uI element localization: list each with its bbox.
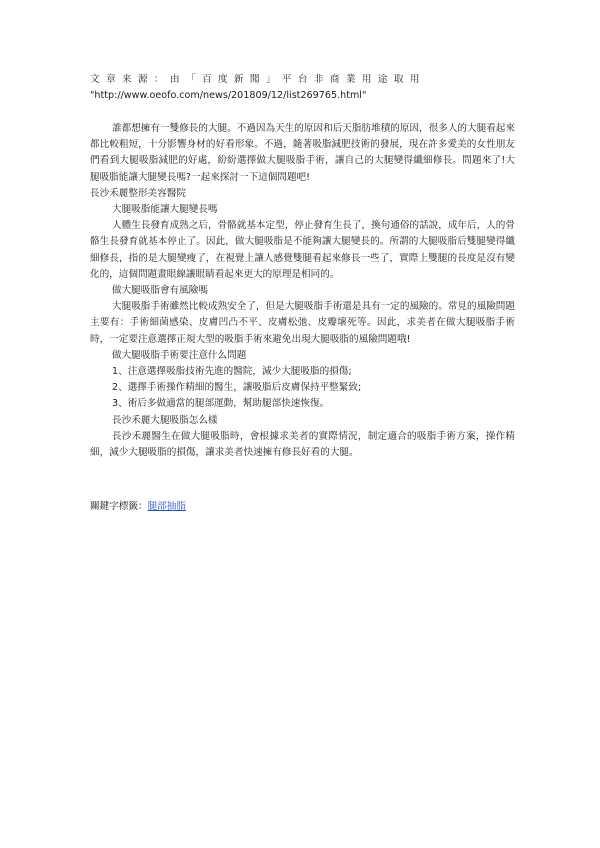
section-paragraph: 長沙禾麗醫生在做大腿吸脂時，會根據求美者的實際情況，制定適合的吸脂手術方案，操作精細，減少大腿吸脂的損傷，讓求美者快速擁有修長好看的大腿。: [90, 430, 515, 459]
section-paragraph: 大腿吸脂手術雖然比較成熟安全了，但是大腿吸脂手術還是具有一定的風險的。常見的風險問題主要有：手術細菌感染、皮膚凹凸不平、皮膚松弛、皮瓣壞死等。因此，求美者在做大腿吸脂手術時，一定要注意選擇正規大型的吸脂手術來避免出現大腿吸脂的風險問題哦!: [90, 301, 515, 345]
section-heading: 做大腿吸脂手術要注意什么問題: [112, 349, 247, 361]
list-item: 1、注意選擇吸脂技術先進的醫院，減少大腿吸脂的損傷;: [112, 366, 352, 378]
list-item: 3、術后多做適當的腿部運動，幫助腿部快速恢復。: [112, 398, 330, 410]
source-line: 文章来源：由「百度新聞」平台非商業用途取用: [90, 74, 426, 85]
list-item: 2、選擇手術操作精細的醫生，讓吸脂后皮膚保持平整緊致;: [112, 382, 362, 394]
source-notice: [90, 72, 515, 104]
intro-paragraph: 誰都想擁有一雙修長的大腿。不過因為天生的原因和后天脂肪堆積的原因，很多人的大腿看起來都比較粗短，十分影響身材的好看形象。不過，隨著吸脂減肥技術的發展，現在許多愛美的女性朋友們看到大腿吸脂減肥的好處，紛紛選擇做大腿吸脂手術，讓自己的大腿變得纖細修長。問題來了!大腿吸脂能讓大腿變長嗎?一起來探討一下這個問題吧!: [90, 123, 515, 183]
article-body: [90, 121, 515, 461]
section-heading: 大腿吸脂能讓大腿變長嗎: [112, 204, 218, 216]
section-heading: 做大腿吸脂會有風險嗎: [112, 285, 208, 297]
section-paragraph: 人體生長發育成熟之后，骨骼就基本定型，停止發育生長了，換句通俗的話說，成年后，人的骨骼生長發育就基本停止了。因此，做大腿吸脂是不能夠讓大腿變長的。所謂的大腿吸脂后雙腿變得纖細修長，指的是大腿變瘦了，在視覺上讓人感覺雙腿看起來修長一些了，實際上雙腿的長度是沒有變化的，這個問題畫眼線讓眼睛看起來更大的原理是相同的。: [90, 220, 515, 280]
source-url: "http://www.oeofo.com/news/201809/12/list269765.html": [90, 90, 367, 102]
keyword-link[interactable]: 腿部抽脂: [147, 501, 186, 512]
keywords-row: [90, 499, 515, 515]
section-heading: 長沙禾麗大腿吸脂怎么樣: [112, 414, 218, 426]
hospital-name: 長沙禾麗整形美容醫院: [90, 187, 186, 199]
keywords-label: 關鍵字標籤：: [90, 501, 148, 512]
